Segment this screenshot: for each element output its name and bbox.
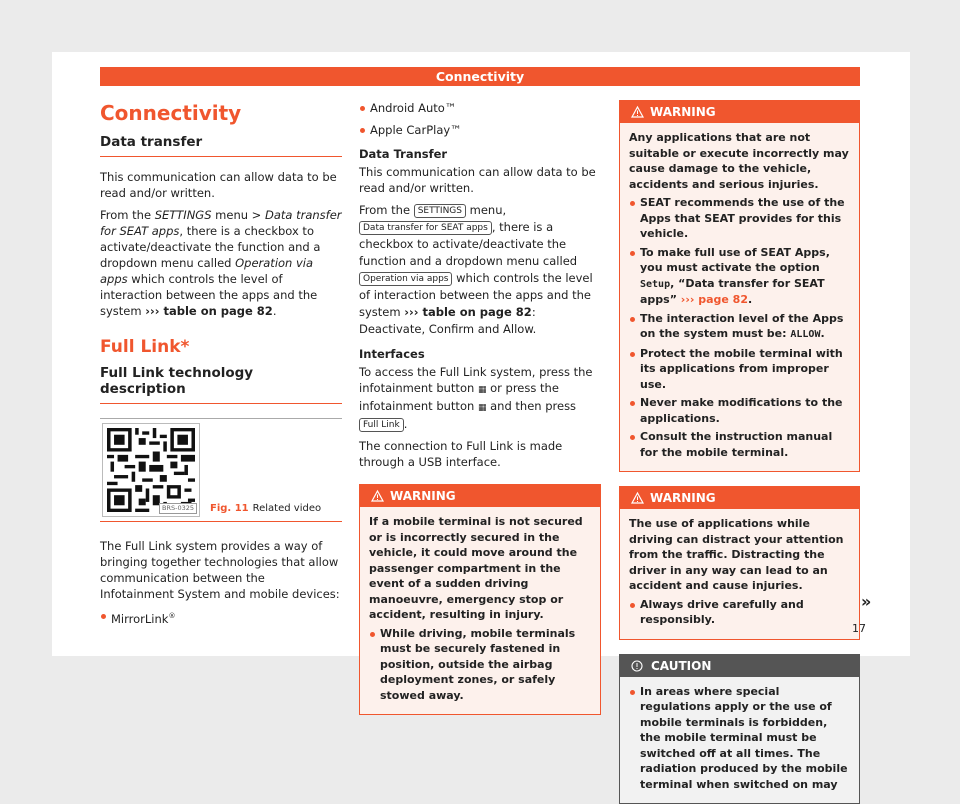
list-item: Apple CarPlay™: [359, 122, 601, 138]
page-link[interactable]: ››› page 82: [681, 293, 748, 306]
list-item: Android Auto™: [359, 100, 601, 116]
column-middle: [359, 100, 601, 715]
data-transfer-key[interactable]: Data transfer for SEAT apps: [359, 221, 492, 235]
list-item: To make full use of SEAT Apps, you must activate the option Setup, “Data transfer for SEAT apps” ››› page 82.: [629, 245, 851, 308]
column-right: [619, 100, 860, 804]
heading-full-link: Full Link*: [100, 339, 342, 355]
column-left: [100, 100, 342, 633]
menu-button-icon: ▦: [478, 403, 487, 413]
list-item: MirrorLink®: [100, 608, 342, 627]
caution-icon: [631, 660, 643, 672]
page-title: Connectivity: [100, 100, 342, 126]
list-item: Always drive carefully and responsibly.: [629, 597, 851, 628]
figure: [100, 418, 342, 522]
warning-box: [619, 100, 860, 472]
paragraph: To access the Full Link system, press the infotainment button ▦ or press the infotainment button ▦ and then press Full Link .: [359, 364, 601, 432]
full-link-key[interactable]: Full Link: [359, 418, 404, 432]
warning-header: WARNING: [620, 101, 859, 123]
warning-header: WARNING: [620, 487, 859, 509]
warning-box: [359, 484, 601, 715]
qr-code-icon: [107, 428, 195, 512]
continue-mark: »: [861, 592, 871, 611]
list-item: Never make modifications to the applications.: [629, 395, 851, 426]
table-link[interactable]: ››› table on page 82: [404, 305, 532, 319]
warning-body: The use of applications while driving can distract your attention from the traffic. Distracting the driver in any way can lead to an accident and cause injuries. Always drive carefully and responsibly.: [620, 509, 859, 639]
section-banner: Connectivity: [100, 67, 860, 86]
table-link[interactable]: ››› table on page 82: [145, 304, 273, 318]
caution-header: CAUTION: [620, 655, 859, 677]
list-item: In areas where special regulations apply or the use of mobile terminals is forbidden, the mobile terminal must be switched off at all times. The radiation produced by the mobile terminal when switched on may: [629, 684, 851, 793]
list-item: SEAT recommends the use of the Apps that SEAT provides for this vehicle.: [629, 195, 851, 242]
paragraph: This communication can allow data to be read and/or written.: [359, 164, 601, 196]
paragraph: From the SETTINGS menu, Data transfer for SEAT apps , there is a checkbox to activate/deactivate the function and a dropdown menu called Operation via apps which controls the level of interaction between the apps and the system ››› table on page 82: Deactivate, Confirm and Allow.: [359, 202, 601, 338]
list-item: Consult the instruction manual for the mobile terminal.: [629, 429, 851, 460]
section-heading-full-link: Full Link technology description: [100, 365, 342, 404]
warning-body: Any applications that are not suitable or execute incorrectly may cause damage to the vehicle, accidents and serious injuries. SEAT recommends the use of the Apps that SEAT provides for this vehicle. To make full use of SEAT Apps, you must activate the option Setup, “Data transfer for SEAT apps” ››› page 82. The interaction level of the Apps on the system must be: ALLOW. Protect the mobile terminal with its applications from improper use. Never make modifications to the applications. Consult the instruction manual for the mobile terminal.: [620, 123, 859, 471]
warning-triangle-icon: [631, 106, 644, 118]
warning-triangle-icon: [631, 492, 644, 504]
caution-box: [619, 654, 860, 804]
list-item: While driving, mobile terminals must be securely fastened in position, outside the airbag deployment zones, or safely stowed away.: [369, 626, 592, 704]
infotainment-button-icon: ▦: [478, 385, 487, 395]
warning-body: If a mobile terminal is not secured or is incorrectly secured in the vehicle, it could move around the passenger compartment in the event of a sudden driving manoeuvre, emergency stop or accident, resulting in injury. While driving, mobile terminals must be securely fastened in position, outside the airbag deployment zones, or safely stowed away.: [360, 507, 600, 714]
figure-caption: Fig. 11 Related video: [210, 501, 321, 517]
subheading-data-transfer: Data Transfer: [359, 146, 601, 162]
warning-triangle-icon: [371, 490, 384, 502]
operation-via-apps-key[interactable]: Operation via apps: [359, 272, 452, 286]
warning-header: WARNING: [360, 485, 600, 507]
list-item: Protect the mobile terminal with its applications from improper use.: [629, 346, 851, 393]
section-heading-data-transfer: Data transfer: [100, 134, 342, 157]
list-item: The interaction level of the Apps on the system must be: ALLOW.: [629, 311, 851, 343]
paragraph: From the SETTINGS menu > Data transfer for SEAT apps, there is a checkbox to activate/deactivate the function and a dropdown menu called Operation via apps which controls the level of interaction between the apps and the system ››› table on page 82.: [100, 207, 342, 319]
paragraph: The Full Link system provides a way of bringing together technologies that allow communication between the Infotainment System and mobile devices:: [100, 538, 342, 602]
warning-box: [619, 486, 860, 640]
qr-code[interactable]: [102, 423, 200, 517]
page-number: 17: [852, 622, 866, 635]
subheading-interfaces: Interfaces: [359, 346, 601, 362]
paragraph: The connection to Full Link is made through a USB interface.: [359, 438, 601, 470]
settings-key[interactable]: SETTINGS: [414, 204, 466, 218]
caution-body: [620, 677, 859, 804]
paragraph: This communication can allow data to be read and/or written.: [100, 169, 342, 201]
figure-code: BRS-0325: [159, 503, 197, 514]
figure-number: Fig. 11: [210, 503, 249, 514]
